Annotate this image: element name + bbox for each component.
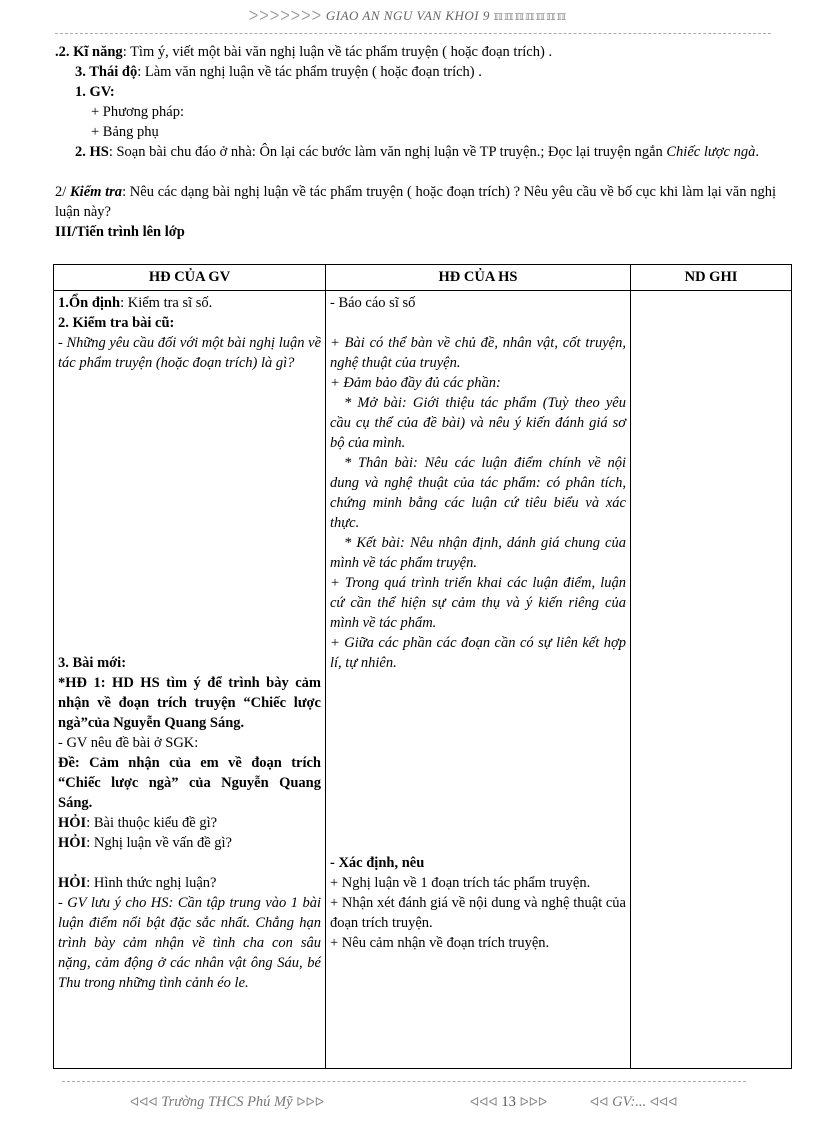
check-text: : Nêu các dạng bài nghị luận về tác phẩm truyện ( hoặc đoạn trích) ? Nêu yêu cầu về bố cục khi làm lại văn nghị luận này? — [55, 184, 776, 220]
hs-answer-3: + Trong quá trình triển khai các luận điểm, luận cứ cần thể hiện sự cảm thụ và ý kiến riêng của mình về tác phẩm. — [330, 575, 626, 631]
check-number: 2/ — [55, 184, 70, 200]
footer-ornament: ᐅᐅᐅ — [296, 1095, 324, 1109]
board-item: + Bảng phụ — [91, 124, 159, 140]
question-text: : Nghị luận về vấn đề gì? — [86, 835, 232, 851]
period: . — [755, 144, 759, 160]
hs-report: - Báo cáo sĩ số — [330, 295, 416, 311]
gv-stabilize-text: : Kiểm tra sĩ số. — [120, 295, 213, 311]
gv-question-form — [58, 873, 321, 893]
student-prep-text: : Soạn bài chu đáo ở nhà: Ôn lại các bước làm văn nghị luận về TP truyện.; Đọc lại truyện ngắn — [108, 144, 667, 160]
gv-activity-1: *HĐ 1: HD HS tìm ý để trình bày cảm nhận về đoạn trích truyện “Chiếc lược ngà”của Nguyễn Quang Sáng. — [58, 675, 321, 731]
hs-answer-1: + Bài có thể bàn về chủ đề, nhân vật, cốt truyện, nghệ thuật của truyện. — [330, 335, 626, 371]
gv-stabilize — [58, 293, 321, 313]
hs-body-part: * Thân bài: Nêu các luận điểm chính về nội dung và nghệ thuật của tác phẩm: có phân tích, chứng minh bằng các luận cứ tiêu biểu và xác thực. — [330, 455, 626, 531]
footer-ornament: ᐊᐊ — [590, 1095, 609, 1109]
spacer — [58, 853, 321, 873]
hs-identify: - Xác định, nêu — [330, 855, 425, 871]
footer-teacher-block — [590, 1094, 678, 1111]
col-header-notes: ND GHI — [631, 265, 792, 291]
gv-topic: Đề: Cảm nhận của em về đoạn trích “Chiếc lược ngà” của Nguyễn Quang Sáng. — [58, 755, 321, 811]
lesson-table — [53, 264, 792, 1069]
attitude-text: : Làm văn nghị luận về tác phẩm truyện ( hoặc đoạn trích) . — [137, 64, 482, 80]
check-line — [55, 182, 776, 222]
intro-section — [55, 42, 776, 242]
footer-ornament: ᐅᐅᐅ — [519, 1095, 548, 1109]
gv-cell — [54, 291, 326, 1069]
method-item: + Phương pháp: — [91, 104, 184, 120]
question-text: : Hình thức nghị luận? — [86, 875, 217, 891]
hs-answer-2: + Đảm bảo đầy đủ các phần: — [330, 375, 501, 391]
spacer — [330, 313, 626, 333]
page-header — [0, 8, 816, 24]
footer-ornament: ᐊᐊᐊ — [130, 1095, 158, 1109]
col-header-gv: HĐ CỦA GV — [54, 265, 326, 291]
footer-school: Trường THCS Phú Mỹ — [161, 1094, 293, 1110]
teacher-prep-heading: 1. GV: — [75, 84, 115, 100]
spacer — [58, 373, 321, 653]
skills-line — [55, 42, 776, 62]
attitude-line — [55, 62, 776, 82]
question-label: HỎI — [58, 815, 87, 831]
story-title: Chiếc lược ngà — [666, 144, 756, 160]
header-ornament-left: ᐳᐳᐳᐳᐳᐳᐳ — [248, 8, 323, 23]
hs-intro-part: * Mở bài: Giới thiệu tác phẩm (Tuỳ theo yêu cầu cụ thể của đề bài) và nêu ý kiến đánh giá sơ bộ của mình. — [330, 395, 626, 451]
gv-stabilize-label: 1.Ổn định — [58, 295, 121, 311]
gv-question-issue — [58, 833, 321, 853]
hs-answer-4: + Giữa các phần các đoạn cần có sự liên kết hợp lí, tự nhiên. — [330, 635, 626, 671]
gv-review-question: - Những yêu cầu đối với một bài nghị luận về tác phẩm truyện (hoặc đoạn trích) là gì? — [58, 335, 321, 371]
question-text: : Bài thuộc kiểu đề gì? — [86, 815, 218, 831]
skills-text: : Tìm ý, viết một bài văn nghị luận về tác phẩm truyện ( hoặc đoạn trích) . — [122, 44, 553, 60]
gv-new-lesson-heading: 3. Bài mới: — [58, 655, 127, 671]
table-header-row — [54, 265, 792, 291]
student-prep-label: 2. HS — [75, 144, 109, 160]
attitude-label: 3. Thái độ — [75, 64, 138, 80]
spacer — [55, 162, 776, 182]
header-divider — [55, 33, 771, 34]
header-ornament-right: ℼℼℼℼℼℼℼ — [493, 8, 568, 23]
spacer — [330, 673, 626, 853]
footer-ornament: ᐊᐊᐊ — [470, 1095, 498, 1109]
check-label: Kiểm tra — [70, 184, 123, 200]
skills-label: .2. Kĩ năng — [55, 44, 123, 60]
gv-review-heading: 2. Kiểm tra bài cũ: — [58, 315, 175, 331]
footer-school-block — [130, 1094, 324, 1111]
gv-topic-intro: - GV nêu đề bài ở SGK: — [58, 735, 199, 751]
footer-ornament: ᐊᐊᐊ — [649, 1095, 678, 1109]
student-prep-line — [55, 142, 776, 162]
notes-cell — [631, 291, 792, 1069]
footer-divider — [62, 1081, 746, 1082]
footer-teacher: GV:... — [612, 1094, 647, 1110]
hs-identify-1: + Nghị luận về 1 đoạn trích tác phẩm truyện. — [330, 875, 591, 891]
question-label: HỎI — [58, 875, 87, 891]
table-body-row — [54, 291, 792, 1069]
question-label: HỎI — [58, 835, 87, 851]
hs-conclusion-part: * Kết bài: Nêu nhận định, dánh giá chung của mình về tác phẩm truyện. — [330, 535, 626, 571]
hs-cell — [326, 291, 631, 1069]
gv-note: - GV lưu ý cho HS: Cần tập trung vào 1 bài luận điểm nổi bật đặc sắc nhất. Chẳng hạn trình bày cảm nhận về tình cha con sâu nặng, cảm động ở các nhân vật ông Sáu, bé Thu trong những tình cảnh éo le. — [58, 895, 321, 991]
procedure-heading: III/Tiến trình lên lớp — [55, 224, 185, 240]
footer-page-block — [470, 1094, 547, 1111]
page-number: 13 — [501, 1094, 516, 1110]
gv-question-type — [58, 813, 321, 833]
hs-identify-2: + Nhận xét đánh giá về nội dung và nghệ thuật của đoạn trích truyện. — [330, 895, 626, 931]
header-title: GIAO AN NGU VAN KHOI 9 — [325, 8, 490, 23]
col-header-hs: HĐ CỦA HS — [326, 265, 631, 291]
hs-identify-3: + Nêu cảm nhận về đoạn trích truyện. — [330, 935, 550, 951]
